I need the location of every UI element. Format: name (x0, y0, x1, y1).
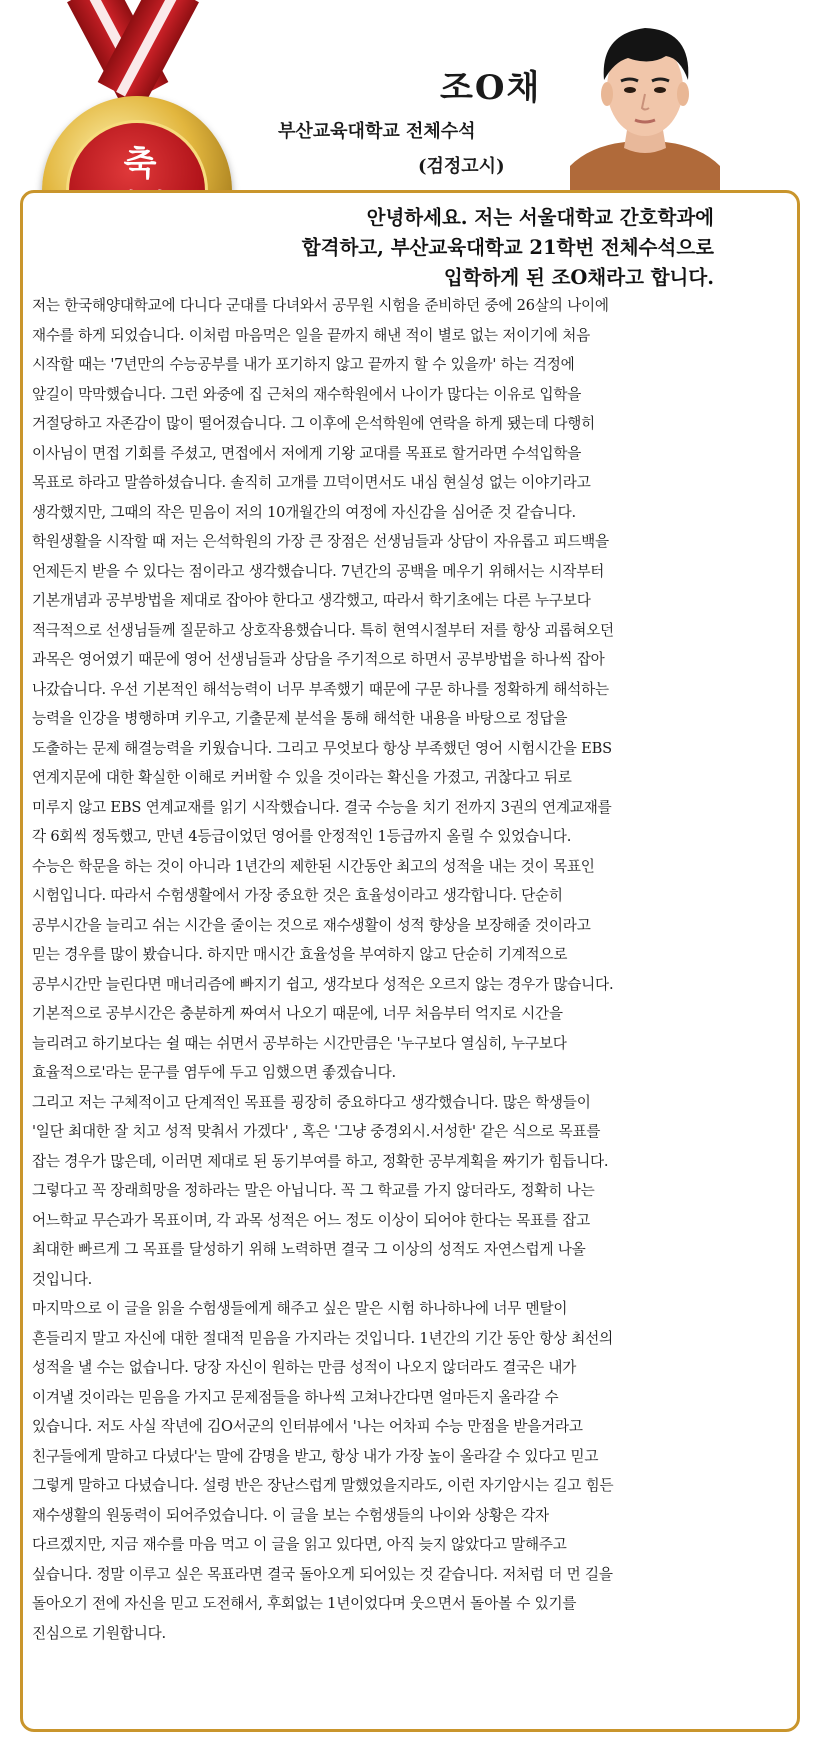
body-line: 친구들에게 말하고 다녔다'는 말에 감명을 받고, 항상 내가 가장 높이 올라갈 수 있다고 믿고 (32, 1447, 599, 1465)
body-line: 수능은 학문을 하는 것이 아니라 1년간의 제한된 시간동안 최고의 성적을 내는 것이 목표인 (32, 857, 595, 875)
body-line: 그리고 저는 구체적이고 단계적인 목표를 굉장히 중요하다고 생각했습니다. 많은 학생들이 (32, 1093, 591, 1111)
body-line: 생각했지만, 그때의 작은 믿음이 저의 10개월간의 여정에 자신감을 심어준 것 같습니다. (32, 503, 576, 521)
body-line: 그렇다고 꼭 장래희망을 정하라는 말은 아닙니다. 꼭 그 학교를 가지 않더라도, 정확히 나는 (32, 1182, 595, 1199)
body-line: 이겨낼 것이라는 믿음을 가지고 문제점들을 하나씩 고쳐나간다면 얼마든지 올라갈 수 (32, 1388, 559, 1406)
body-line: 재수생활의 원동력이 되어주었습니다. 이 글을 보는 수험생들의 나이와 상황은 각자 (32, 1506, 549, 1524)
body-line: 재수를 하게 되었습니다. 이처럼 마음먹은 일을 끝까지 해낸 적이 별로 없는 저이기에 처음 (32, 326, 591, 344)
body-line: '일단 최대한 잘 치고 성적 맞춰서 가겠다' , 혹은 '그냥 중경외시.서성한' 같은 식으로 목표를 (32, 1123, 601, 1140)
body-line: 연계지문에 대한 확실한 이해로 커버할 수 있을 것이라는 확신을 가졌고, 귀찮다고 뒤로 (32, 769, 572, 786)
intro-line: 안녕하세요. 저는 서울대학교 간호학과에 (366, 206, 714, 229)
body-line: 그렇게 말하고 다녔습니다. 설령 반은 장난스럽게 말했었을지라도, 이런 자기암시는 길고 힘든 (32, 1477, 614, 1494)
body-line: 돌아오기 전에 자신을 믿고 도전해서, 후회없는 1년이었다며 웃으면서 돌아볼 수 있기를 (32, 1595, 577, 1612)
student-portrait-photo (570, 6, 720, 192)
intro-line: 합격하고, 부산교육대학교 21학번 전체수석으로 (301, 236, 714, 259)
body-line: 공부시간만 늘린다면 매너리즘에 빠지기 쉽고, 생각보다 성적은 오르지 않는 경우가 많습니다. (32, 975, 614, 993)
intro-heading (302, 203, 714, 293)
body-line: 기본개념과 공부방법을 제대로 잡아야 한다고 생각했고, 따라서 학기초에는 다른 누구보다 (32, 592, 591, 609)
medal-title: 축 (123, 144, 157, 184)
body-line: 미루지 않고 EBS 연계교재를 읽기 시작했습니다. 결국 수능을 치기 전까지 3권의 연계교재를 (32, 798, 612, 816)
body-line: 학원생활을 시작할 때 저는 은석학원의 가장 큰 장점은 선생님들과 상담이 자유롭고 피드백을 (32, 533, 609, 550)
body-line: 싶습니다. 정말 이루고 싶은 목표라면 결국 돌아오게 되어있는 것 같습니다. 저처럼 더 먼 길을 (32, 1565, 613, 1583)
body-line: 거절당하고 자존감이 많이 떨어졌습니다. 그 이후에 은석학원에 연락을 하게 됐는데 다행히 (32, 415, 596, 432)
body-line: 목표로 하라고 말씀하셨습니다. 솔직히 고개를 끄덕이면서도 내심 현실성 없는 이야기라고 (32, 474, 591, 491)
student-name: 조O채 (440, 68, 542, 108)
body-line: 믿는 경우를 많이 봤습니다. 하지만 매시간 효율성을 부여하지 않고 단순히 기계적으로 (32, 946, 568, 963)
body-line: 언제든지 받을 수 있다는 점이라고 생각했습니다. 7년간의 공백을 메우기 위해서는 시작부터 (32, 562, 605, 580)
body-line: 과목은 영어였기 때문에 영어 선생님들과 상담을 주기적으로 하면서 공부방법을 하나씩 잡아 (32, 651, 605, 668)
testimonial-body (32, 291, 792, 1648)
body-line: 나갔습니다. 우선 기본적인 해석능력이 너무 부족했기 때문에 구문 하나를 정확하게 해석하는 (32, 680, 609, 698)
body-line: 시작할 때는 '7년만의 수능공부를 내가 포기하지 않고 끝까지 할 수 있을까' 하는 걱정에 (32, 356, 575, 373)
body-line: 이사님이 면접 기회를 주셨고, 면접에서 저에게 기왕 교대를 목표로 할거라면 수석입학을 (32, 444, 582, 462)
body-line: 잡는 경우가 많은데, 이러면 제대로 된 동기부여를 하고, 정확한 공부계획을 짜기가 힘듭니다. (32, 1152, 609, 1170)
body-line: 마지막으로 이 글을 읽을 수험생들에게 해주고 싶은 말은 시험 하나하나에 너무 멘탈이 (32, 1300, 568, 1317)
school-honor: 부산교육대학교 전체수석 (278, 121, 476, 142)
exam-type: (검정고시) (418, 156, 505, 177)
body-line: 적극적으로 선생님들께 질문하고 상호작용했습니다. 특히 현역시절부터 저를 항상 괴롭혀오던 (32, 621, 614, 639)
body-line: 것입니다. (32, 1270, 93, 1288)
body-line: 능력을 인강을 병행하며 키우고, 기출문제 분석을 통해 해석한 내용을 바탕으로 정답을 (32, 710, 568, 727)
body-line: 기본적으로 공부시간은 충분하게 짜여서 나오기 때문에, 너무 처음부터 억지로 시간을 (32, 1005, 563, 1022)
body-line: 늘리려고 하기보다는 쉴 때는 쉬면서 공부하는 시간만큼은 '누구보다 열심히, 누구보다 (32, 1034, 567, 1052)
body-line: 진심으로 기원합니다. (32, 1624, 166, 1642)
body-line: 효율적으로'라는 문구를 염두에 두고 임했으면 좋겠습니다. (32, 1064, 396, 1081)
body-line: 각 6회씩 정독했고, 만년 4등급이었던 영어를 안정적인 1등급까지 올릴 수 있었습니다. (32, 828, 572, 845)
body-line: 흔들리지 말고 자신에 대한 절대적 믿음을 가지라는 것입니다. 1년간의 기간 동안 항상 최선의 (32, 1329, 614, 1347)
body-line: 어느학교 무슨과가 목표이며, 각 과목 성적은 어느 정도 이상이 되어야 한다는 목표를 잡고 (32, 1211, 591, 1229)
body-line: 최대한 빠르게 그 목표를 달성하기 위해 노력하면 결국 그 이상의 성적도 자연스럽게 나올 (32, 1241, 586, 1258)
body-line: 공부시간을 늘리고 쉬는 시간을 줄이는 것으로 재수생활이 성적 향상을 보장해줄 것이라고 (32, 916, 591, 934)
body-line: 있습니다. 저도 사실 작년에 김O서군의 인터뷰에서 '나는 어차피 수능 만점을 받을거라고 (32, 1418, 583, 1435)
body-line: 다르겠지만, 지금 재수를 마음 먹고 이 글을 읽고 있다면, 아직 늦지 않았다고 말해주고 (32, 1536, 567, 1553)
body-line: 앞길이 막막했습니다. 그런 와중에 집 근처의 재수학원에서 나이가 많다는 이유로 입학을 (32, 385, 582, 403)
body-line: 성적을 낼 수는 없습니다. 당장 자신이 원하는 만큼 성적이 나오지 않더라도 결국은 내가 (32, 1359, 577, 1376)
intro-line: 입학하게 된 조O채라고 합니다. (443, 266, 714, 289)
body-line: 저는 한국해양대학교에 다니다 군대를 다녀와서 공무원 시험을 준비하던 중에 26살의 나이에 (32, 297, 609, 314)
body-line: 도출하는 문제 해결능력을 키웠습니다. 그리고 무엇보다 항상 부족했던 영어 시험시간을 EBS (32, 739, 612, 757)
body-line: 시험입니다. 따라서 수험생활에서 가장 중요한 것은 효율성이라고 생각합니다. 단순히 (32, 887, 563, 904)
